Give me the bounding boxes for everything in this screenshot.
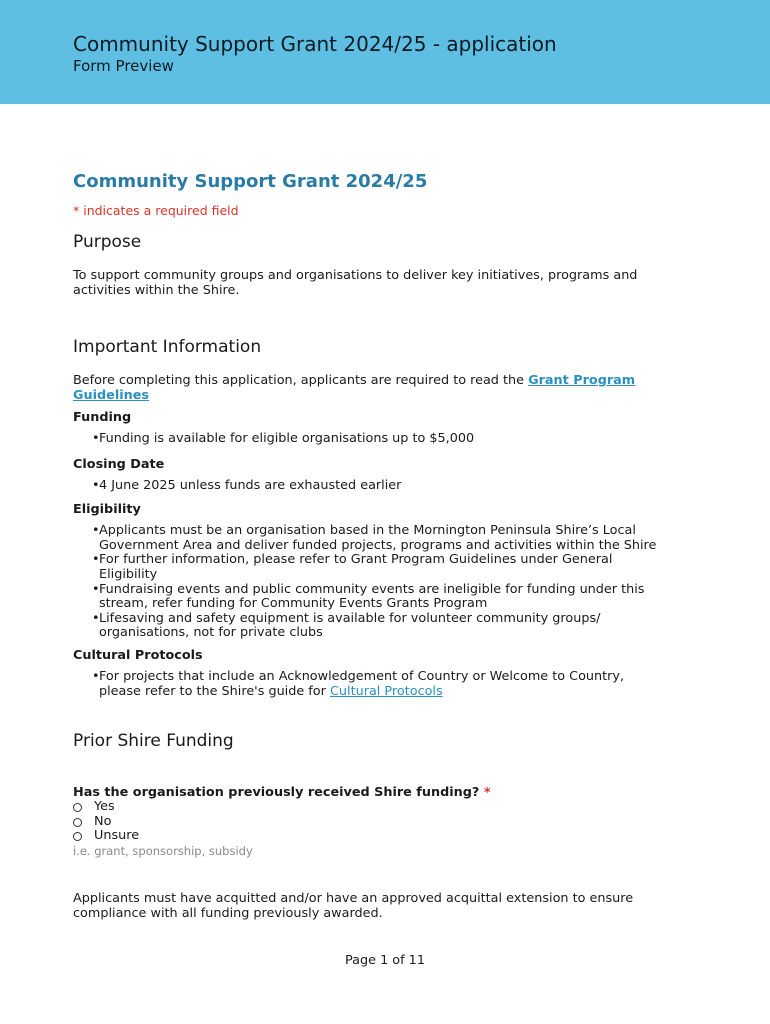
- eligibility-list: [73, 524, 673, 641]
- list-item: • Applicants must be an organisation based in the Mornington Peninsula Shire’s Local Government Area and deliver funded projects, programs and activities within the Shire: [92, 523, 657, 553]
- page-title: Community Support Grant 2024/25 - application: [73, 32, 557, 56]
- important-info-heading: Important Information: [73, 337, 262, 357]
- list-item: • Lifesaving and safety equipment is available for volunteer community groups/ organisations, not for private clubs: [92, 610, 601, 641]
- list-item: • For further information, please refer to Grant Program Guidelines under General Eligibility: [92, 552, 613, 582]
- radio-button[interactable]: [73, 832, 82, 841]
- prior-funding-question: Has the organisation previously received Shire funding? *: [73, 785, 491, 801]
- cultural-protocols-list: [73, 670, 653, 699]
- radio-option-unsure[interactable]: Unsure: [73, 829, 673, 844]
- bullet-icon: •: [92, 523, 100, 539]
- list-item: • Fundraising events and public community events are ineligible for funding under this stream, refer funding for Community Events Grants Program: [92, 581, 645, 612]
- list-item: • Funding is available for eligible organisations up to $5,000: [92, 431, 475, 446]
- list-item: • For projects that include an Acknowledgement of Country or Welcome to Country, please refer to the Shire's guide for Cultural Protocols: [92, 668, 625, 699]
- radio-button[interactable]: [73, 818, 82, 827]
- eligibility-label: Eligibility: [73, 502, 141, 518]
- radio-option-no[interactable]: No: [73, 815, 673, 830]
- prior-funding-hint: i.e. grant, sponsorship, subsidy: [73, 843, 253, 858]
- purpose-heading: Purpose: [73, 232, 142, 252]
- funding-list: [73, 432, 673, 447]
- form-content: [73, 170, 673, 921]
- required-mark: *: [483, 785, 491, 801]
- cultural-protocols-label: Cultural Protocols: [73, 647, 203, 663]
- bullet-icon: •: [92, 581, 100, 597]
- page-number: Page 1 of 11: [345, 953, 425, 968]
- intro-text: Before completing this application, applicants are required to read the: [73, 373, 529, 388]
- form-title: Community Support Grant 2024/25: [73, 171, 428, 192]
- purpose-text: To support community groups and organisations to deliver key initiatives, programs and activities within the Shire.: [73, 268, 638, 298]
- radio-button[interactable]: [73, 803, 82, 812]
- cultural-protocols-link[interactable]: Cultural Protocols: [329, 683, 443, 699]
- closing-date-label: Closing Date: [73, 456, 165, 472]
- radio-option-yes[interactable]: Yes: [73, 800, 673, 815]
- important-info-intro: [73, 373, 673, 403]
- closing-date-list: [73, 479, 673, 494]
- bullet-icon: •: [92, 477, 100, 493]
- header-banner: [0, 0, 770, 104]
- bullet-icon: •: [92, 668, 100, 684]
- funding-label: Funding: [73, 410, 132, 425]
- required-field-note: * indicates a required field: [73, 203, 239, 218]
- list-item: • 4 June 2025 unless funds are exhausted earlier: [92, 477, 402, 493]
- prior-funding-heading: Prior Shire Funding: [73, 731, 234, 752]
- page-subtitle: Form Preview: [73, 57, 174, 75]
- bullet-icon: •: [92, 610, 100, 626]
- bullet-icon: •: [92, 552, 100, 568]
- acquittal-note: Applicants must have acquitted and/or have an approved acquittal extension to ensure compliance with all funding previously awarded.: [73, 890, 634, 921]
- bullet-icon: •: [92, 431, 100, 446]
- grant-guidelines-link[interactable]: Grant Program Guidelines: [73, 373, 636, 403]
- prior-funding-radio-group: [73, 800, 673, 844]
